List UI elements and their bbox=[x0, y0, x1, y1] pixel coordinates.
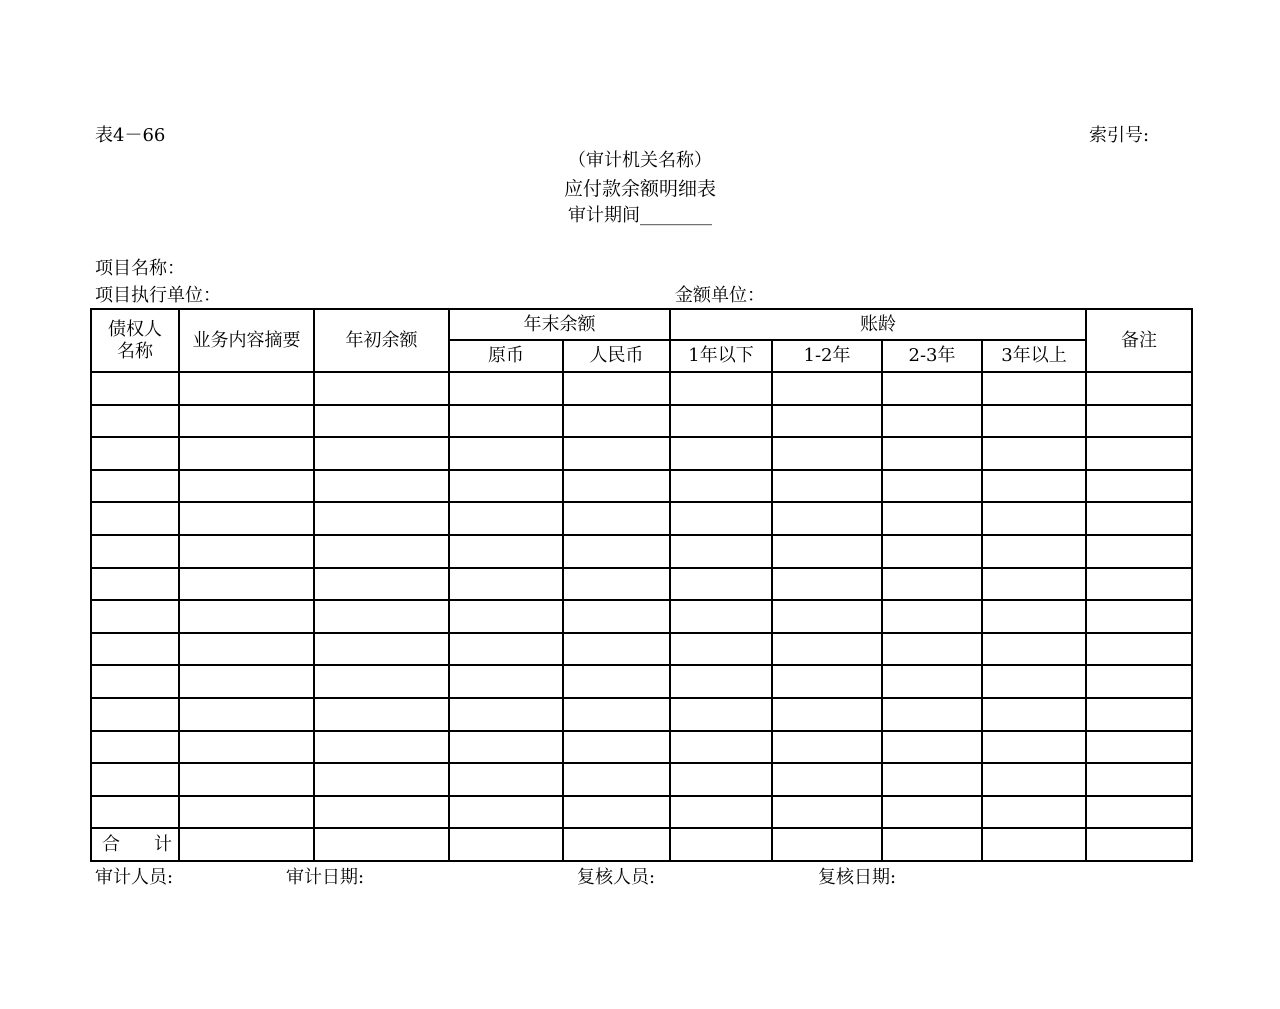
table-cell[interactable] bbox=[179, 437, 314, 470]
table-cell[interactable] bbox=[882, 633, 982, 666]
project-name-label: 项目名称： bbox=[95, 258, 185, 279]
table-cell[interactable] bbox=[670, 568, 772, 601]
table-cell[interactable] bbox=[982, 600, 1086, 633]
table-cell[interactable] bbox=[179, 470, 314, 503]
table-row bbox=[91, 405, 1192, 438]
total-cell[interactable] bbox=[882, 828, 982, 861]
table-cell[interactable] bbox=[882, 665, 982, 698]
table-cell[interactable] bbox=[314, 600, 449, 633]
table-cell[interactable] bbox=[179, 763, 314, 796]
table-cell[interactable] bbox=[563, 502, 670, 535]
table-cell[interactable] bbox=[670, 665, 772, 698]
table-cell[interactable] bbox=[563, 665, 670, 698]
table-cell[interactable] bbox=[882, 535, 982, 568]
table-cell[interactable] bbox=[563, 633, 670, 666]
table-cell[interactable] bbox=[179, 535, 314, 568]
table-cell[interactable] bbox=[670, 535, 772, 568]
table-cell[interactable] bbox=[670, 600, 772, 633]
table-cell[interactable] bbox=[91, 535, 179, 568]
table-cell[interactable] bbox=[982, 372, 1086, 405]
table-cell[interactable] bbox=[91, 763, 179, 796]
table-cell[interactable] bbox=[670, 437, 772, 470]
table-cell[interactable] bbox=[314, 568, 449, 601]
table-cell[interactable] bbox=[314, 633, 449, 666]
table-cell[interactable] bbox=[882, 698, 982, 731]
table-cell[interactable] bbox=[1086, 633, 1192, 666]
table-cell[interactable] bbox=[670, 698, 772, 731]
table-cell[interactable] bbox=[882, 763, 982, 796]
table-row bbox=[91, 698, 1192, 731]
table-row bbox=[91, 437, 1192, 470]
total-label bbox=[91, 828, 179, 861]
header-rmb: 人民币 bbox=[563, 340, 670, 372]
table-cell[interactable] bbox=[772, 372, 882, 405]
table-cell[interactable] bbox=[314, 535, 449, 568]
audit-period: 审计期间________ bbox=[568, 205, 712, 226]
table-cell[interactable] bbox=[982, 633, 1086, 666]
table-cell[interactable] bbox=[91, 372, 179, 405]
table-cell[interactable] bbox=[449, 633, 563, 666]
table-cell[interactable] bbox=[882, 600, 982, 633]
table-cell[interactable] bbox=[1086, 372, 1192, 405]
table-cell[interactable] bbox=[314, 763, 449, 796]
table-cell[interactable] bbox=[982, 470, 1086, 503]
table-cell[interactable] bbox=[91, 600, 179, 633]
table-cell[interactable] bbox=[1086, 568, 1192, 601]
table-cell[interactable] bbox=[772, 763, 882, 796]
table-cell[interactable] bbox=[982, 568, 1086, 601]
table-cell[interactable] bbox=[563, 600, 670, 633]
header-aging: 账龄 bbox=[670, 309, 1086, 340]
table-cell[interactable] bbox=[772, 568, 882, 601]
total-cell[interactable] bbox=[563, 828, 670, 861]
table-cell[interactable] bbox=[1086, 600, 1192, 633]
table-cell[interactable] bbox=[179, 372, 314, 405]
table-cell[interactable] bbox=[179, 568, 314, 601]
table-cell[interactable] bbox=[772, 470, 882, 503]
table-cell[interactable] bbox=[1086, 796, 1192, 829]
table-cell[interactable] bbox=[1086, 731, 1192, 764]
table-cell[interactable] bbox=[314, 372, 449, 405]
table-cell[interactable] bbox=[982, 535, 1086, 568]
table-cell[interactable] bbox=[91, 405, 179, 438]
table-cell[interactable] bbox=[314, 502, 449, 535]
table-cell[interactable] bbox=[772, 535, 882, 568]
table-cell[interactable] bbox=[772, 698, 882, 731]
table-cell[interactable] bbox=[882, 568, 982, 601]
table-cell[interactable] bbox=[882, 372, 982, 405]
table-cell[interactable] bbox=[982, 763, 1086, 796]
header-closing-balance: 年末余额 bbox=[449, 309, 670, 340]
table-cell[interactable] bbox=[563, 796, 670, 829]
table-cell[interactable] bbox=[449, 698, 563, 731]
table-cell[interactable] bbox=[670, 372, 772, 405]
table-row bbox=[91, 372, 1192, 405]
table-cell[interactable] bbox=[772, 731, 882, 764]
table-cell[interactable] bbox=[772, 405, 882, 438]
table-cell[interactable] bbox=[449, 665, 563, 698]
header-opening-balance: 年初余额 bbox=[314, 309, 449, 372]
header-2-3-years: 2-3年 bbox=[882, 340, 982, 372]
table-cell[interactable] bbox=[179, 405, 314, 438]
table-cell[interactable] bbox=[772, 796, 882, 829]
audit-org-name: （审计机关名称） bbox=[568, 150, 712, 171]
table-cell[interactable] bbox=[670, 796, 772, 829]
table-cell[interactable] bbox=[314, 731, 449, 764]
payables-table bbox=[90, 308, 1193, 862]
table-cell[interactable] bbox=[91, 796, 179, 829]
table-cell[interactable] bbox=[91, 633, 179, 666]
table-cell[interactable] bbox=[449, 502, 563, 535]
form-number: 表4－66 bbox=[95, 125, 166, 146]
table-row bbox=[91, 502, 1192, 535]
header-summary: 业务内容摘要 bbox=[179, 309, 314, 372]
table-cell[interactable] bbox=[91, 502, 179, 535]
table-row bbox=[91, 633, 1192, 666]
table-cell[interactable] bbox=[314, 405, 449, 438]
total-cell[interactable] bbox=[1086, 828, 1192, 861]
table-cell[interactable] bbox=[982, 698, 1086, 731]
header-creditor: 债权人 名称 bbox=[91, 309, 179, 372]
table-cell[interactable] bbox=[179, 796, 314, 829]
table-cell[interactable] bbox=[563, 437, 670, 470]
table-cell[interactable] bbox=[91, 470, 179, 503]
table-cell[interactable] bbox=[314, 698, 449, 731]
table-cell[interactable] bbox=[982, 665, 1086, 698]
table-row bbox=[91, 600, 1192, 633]
table-cell[interactable] bbox=[91, 665, 179, 698]
table-cell[interactable] bbox=[91, 698, 179, 731]
table-cell[interactable] bbox=[563, 568, 670, 601]
table-cell[interactable] bbox=[91, 568, 179, 601]
table-cell[interactable] bbox=[772, 633, 882, 666]
table-cell[interactable] bbox=[91, 731, 179, 764]
table-cell[interactable] bbox=[449, 600, 563, 633]
table-cell[interactable] bbox=[772, 437, 882, 470]
total-cell[interactable] bbox=[772, 828, 882, 861]
table-cell[interactable] bbox=[1086, 470, 1192, 503]
table-cell[interactable] bbox=[449, 568, 563, 601]
table-row bbox=[91, 535, 1192, 568]
table-cell[interactable] bbox=[1086, 535, 1192, 568]
table-cell[interactable] bbox=[179, 665, 314, 698]
header-1-2-years: 1-2年 bbox=[772, 340, 882, 372]
table-cell[interactable] bbox=[1086, 502, 1192, 535]
table-cell[interactable] bbox=[982, 731, 1086, 764]
table-cell[interactable] bbox=[1086, 698, 1192, 731]
table-cell[interactable] bbox=[449, 470, 563, 503]
table-cell[interactable] bbox=[449, 535, 563, 568]
table-cell[interactable] bbox=[449, 405, 563, 438]
exec-unit-label: 项目执行单位： bbox=[95, 285, 221, 306]
table-cell[interactable] bbox=[179, 731, 314, 764]
total-cell[interactable] bbox=[179, 828, 314, 861]
table-cell[interactable] bbox=[563, 763, 670, 796]
table-row bbox=[91, 731, 1192, 764]
total-label-ji: 计 bbox=[154, 833, 172, 855]
audit-date-label: 审计日期: bbox=[286, 867, 365, 888]
table-row bbox=[91, 470, 1192, 503]
table-cell[interactable] bbox=[772, 600, 882, 633]
table-cell[interactable] bbox=[179, 633, 314, 666]
table-row bbox=[91, 568, 1192, 601]
review-date-label: 复核日期: bbox=[818, 867, 897, 888]
table-cell[interactable] bbox=[882, 437, 982, 470]
total-cell[interactable] bbox=[314, 828, 449, 861]
table-cell[interactable] bbox=[670, 470, 772, 503]
header-remarks: 备注 bbox=[1086, 309, 1192, 372]
table-row bbox=[91, 763, 1192, 796]
table-cell[interactable] bbox=[670, 502, 772, 535]
table-cell[interactable] bbox=[91, 437, 179, 470]
table-cell[interactable] bbox=[882, 796, 982, 829]
reviewer-label: 复核人员: bbox=[577, 867, 656, 888]
table-cell[interactable] bbox=[882, 731, 982, 764]
table-cell[interactable] bbox=[563, 731, 670, 764]
table-cell[interactable] bbox=[982, 502, 1086, 535]
table-cell[interactable] bbox=[563, 372, 670, 405]
table-cell[interactable] bbox=[772, 502, 882, 535]
table-cell[interactable] bbox=[563, 698, 670, 731]
total-cell[interactable] bbox=[670, 828, 772, 861]
table-cell[interactable] bbox=[179, 698, 314, 731]
amount-unit-label: 金额单位： bbox=[675, 285, 765, 306]
table-cell[interactable] bbox=[449, 763, 563, 796]
table-cell[interactable] bbox=[1086, 665, 1192, 698]
table-cell[interactable] bbox=[772, 665, 882, 698]
table-cell[interactable] bbox=[882, 470, 982, 503]
table-cell[interactable] bbox=[563, 535, 670, 568]
table-cell[interactable] bbox=[314, 796, 449, 829]
table-cell[interactable] bbox=[179, 502, 314, 535]
table-cell[interactable] bbox=[882, 405, 982, 438]
index-number-label: 索引号: bbox=[1089, 125, 1150, 146]
table-cell[interactable] bbox=[982, 437, 1086, 470]
table-cell[interactable] bbox=[670, 405, 772, 438]
table-cell[interactable] bbox=[314, 470, 449, 503]
table-cell[interactable] bbox=[314, 437, 449, 470]
table-cell[interactable] bbox=[670, 731, 772, 764]
table-cell[interactable] bbox=[1086, 763, 1192, 796]
table-cell[interactable] bbox=[1086, 405, 1192, 438]
table-cell[interactable] bbox=[982, 796, 1086, 829]
total-cell[interactable] bbox=[449, 828, 563, 861]
header-original-currency: 原币 bbox=[449, 340, 563, 372]
document-title: 应付款余额明细表 bbox=[563, 178, 716, 200]
total-cell[interactable] bbox=[982, 828, 1086, 861]
table-row bbox=[91, 665, 1192, 698]
header-under-1-year: 1年以下 bbox=[670, 340, 772, 372]
total-label-he: 合 bbox=[102, 833, 120, 855]
table-row bbox=[91, 796, 1192, 829]
auditor-label: 审计人员: bbox=[95, 867, 174, 888]
table-cell[interactable] bbox=[449, 796, 563, 829]
header-over-3-years: 3年以上 bbox=[982, 340, 1086, 372]
table-cell[interactable] bbox=[670, 763, 772, 796]
table-cell[interactable] bbox=[314, 665, 449, 698]
table-cell[interactable] bbox=[670, 633, 772, 666]
table-cell[interactable] bbox=[1086, 437, 1192, 470]
table-cell[interactable] bbox=[882, 502, 982, 535]
table-cell[interactable] bbox=[449, 372, 563, 405]
total-row bbox=[91, 828, 1192, 861]
table-cell[interactable] bbox=[563, 405, 670, 438]
table-cell[interactable] bbox=[179, 600, 314, 633]
table-cell[interactable] bbox=[982, 405, 1086, 438]
table-cell[interactable] bbox=[563, 470, 670, 503]
table-cell[interactable] bbox=[449, 437, 563, 470]
table-cell[interactable] bbox=[449, 731, 563, 764]
